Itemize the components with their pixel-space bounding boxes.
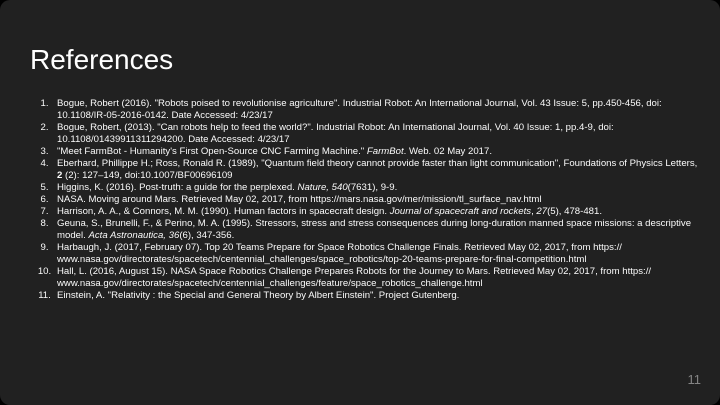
reference-number: 8. bbox=[40, 218, 49, 229]
reference-item bbox=[36, 122, 701, 146]
reference-item bbox=[36, 206, 701, 218]
reference-number: 10. bbox=[37, 266, 52, 277]
reference-number: 3. bbox=[40, 146, 49, 157]
reference-text: Eberhard, Phillippe H.; Ross, Ronald R. (1989), "Quantum field theory cannot provide faster than light communication", Foundations of Physics Letters, 2 (2): 127–149, doi:10.1007/BF00696109 bbox=[57, 158, 698, 181]
reference-item bbox=[36, 218, 701, 242]
reference-number: 5. bbox=[40, 182, 49, 193]
reference-text: Geuna, S., Brunelli, F., & Perino, M. A. (1995). Stressors, stress and stress consequences during long-duration manned space missions: a descriptive model. Acta Astronautica, 36(6), 347-356. bbox=[57, 218, 692, 241]
reference-number: 9. bbox=[40, 242, 49, 253]
reference-number: 2. bbox=[40, 122, 49, 133]
reference-text: Bogue, Robert (2016). "Robots poised to revolutionise agriculture". Industrial Robot: An International Journal, Vol. 43 Issue: 5, pp.450-456, doi: 10.1108/IR-05-2016-0142. Date Accessed: 4/23/17 bbox=[57, 98, 662, 121]
page-number: 11 bbox=[687, 372, 701, 387]
reference-text: Einstein, A. "Relativity : the Special and General Theory by Albert Einstein". Project Gutenberg. bbox=[57, 290, 460, 301]
reference-text: Higgins, K. (2016). Post-truth: a guide for the perplexed. Nature, 540(7631), 9-9. bbox=[57, 182, 398, 193]
reference-text: Harrison, A. A., & Connors, M. M. (1990). Human factors in spacecraft design. Journal of spacecraft and rockets, 27(5), 478-481. bbox=[57, 206, 603, 217]
reference-item bbox=[36, 146, 701, 158]
reference-item bbox=[36, 158, 701, 182]
reference-item bbox=[36, 242, 701, 266]
reference-item bbox=[36, 98, 701, 122]
reference-item bbox=[36, 266, 701, 290]
reference-text: Harbaugh, J. (2017, February 07). Top 20 Teams Prepare for Space Robotics Challenge Finals. Retrieved May 02, 2017, from https://​www.nasa.gov/directorates/spacetech/centennial_challenges/space_robotics/top-20-teams-prepare-for-final-competition.html bbox=[57, 242, 622, 265]
reference-number: 11. bbox=[38, 290, 51, 301]
reference-item bbox=[36, 194, 701, 206]
reference-item bbox=[36, 290, 701, 302]
reference-text: NASA. Moving around Mars. Retrieved May 02, 2017, from https://mars.nasa.gov/mer/mission/tl_surface_nav.html bbox=[57, 194, 542, 205]
reference-text: Bogue, Robert, (2013). "Can robots help to feed the world?". Industrial Robot: An International Journal, Vol. 40 Issue: 1, pp.4-9, doi: 10.1108/01439911311294200. Date Accessed: 4/23/17 bbox=[57, 122, 614, 145]
references-list bbox=[36, 98, 701, 302]
reference-text: "Meet FarmBot - Humanity's First Open-Source CNC Farming Machine." FarmBot. Web. 02 May 2017. bbox=[57, 146, 493, 157]
reference-text: Hall, L. (2016, August 15). NASA Space Robotics Challenge Prepares Robots for the Journey to Mars. Retrieved May 02, 2017, from https://​www.nasa.gov/directorates/spacetech/centennial_challenges/feature/space_robotics_challenge.html bbox=[57, 266, 652, 289]
slide-title: References bbox=[30, 44, 174, 75]
reference-number: 1. bbox=[40, 98, 49, 109]
reference-item bbox=[36, 182, 701, 194]
reference-number: 6. bbox=[40, 194, 49, 205]
reference-number: 7. bbox=[40, 206, 49, 217]
reference-number: 4. bbox=[40, 158, 49, 169]
